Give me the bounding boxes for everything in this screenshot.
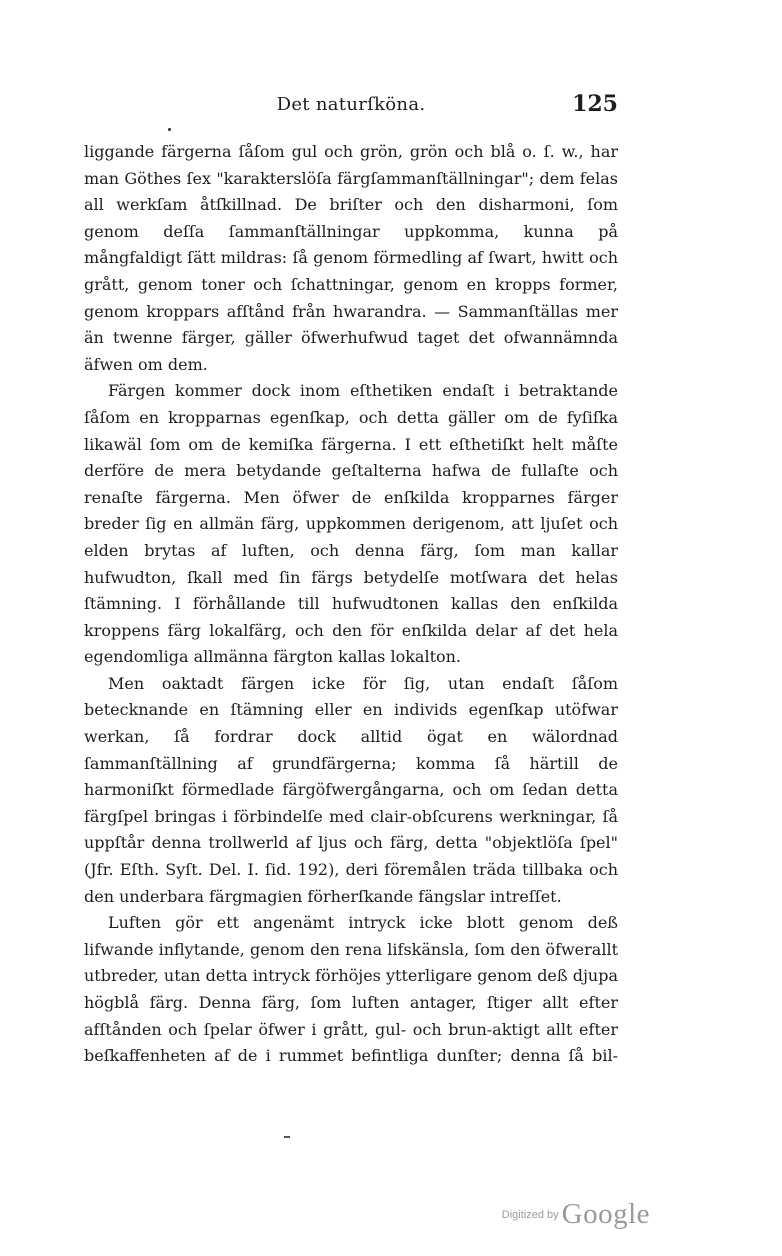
body-text — [84, 139, 618, 1070]
page-header — [84, 91, 618, 124]
google-logo: Google — [561, 1198, 650, 1230]
paragraph-3: Men oaktadt färgen icke för ſig, utan endaſt ſåſom betecknande en ſtämning eller en individs egenſkap utöfwar werkan, ſå fordrar dock alltid ögat en wälordnad ſammanſtällning af grundfärgerna; komma ſå härtill de harmoniſkt förmedlade färgöfwergångarna, och om ſedan detta färgſpel bringas i förbindelſe med clair-obſcurens werkningar, ſå uppſtår denna trollwerld af ljus och färg, detta "objektlöſa ſpel" (Jfr. Eſth. Syſt. Del. I. ſid. 192), deri föremålen träda tillbaka och den underbara färgmagien förherſkande fängslar intreſſet. — [84, 673, 618, 906]
stray-mark — [284, 1136, 290, 1138]
digitized-watermark — [502, 1198, 650, 1231]
page-number: 125 — [572, 91, 618, 117]
paragraph-1: liggande färgerna ſåſom gul och grön, grön och blå o. ſ. w., har man Göthes ſex "karakterslöſa färgſammanſtällningar"; dem felas all werkſam åtſkillnad. De briſter och den disharmoni, ſom genom deſſa ſammanſtällningar uppkomma, kunna på mångfaldigt ſätt mildras: ſå genom förmedling af ſwart, hwitt och grått, genom toner och ſchattningar, genom en kropps former, genom kroppars afſtånd från hwarandra. — Sammanſtällas mer än twenne färger, gäller öfwerhufwud taget det ofwannämnda äfwen om dem. — [84, 142, 618, 374]
watermark-prefix: Digitized by — [501, 1208, 559, 1221]
paragraph-4: Luften gör ett angenämt intryck icke blott genom deß lifwande inflytande, genom den rena lifskänsla, ſom den öfwerallt utbreder, utan detta intryck förhöjes ytterligare genom deß djupa högblå färg. Denna färg, ſom luften antager, ſtiger allt efter afſtånden och ſpelar öfwer i grått, gul- och brun-aktigt allt efter beſkaffenheten af de i rummet befintliga dunſter; denna ſå bil- — [84, 913, 618, 1066]
running-head: Det naturſköna. — [276, 94, 426, 115]
margin-mark — [168, 128, 171, 131]
paragraph-2: Färgen kommer dock inom eſthetiken endaſt i betraktande ſåſom en kropparnas egenſkap, och detta gäller om de fyſiſka likawäl ſom om de kemiſka färgerna. I ett eſthetiſkt helt måſte derföre de mera betydande geſtalterna hafwa de fullaſte och renaſte färgerna. Men öfwer de enſkilda kropparnes färger breder ſig en allmän färg, uppkommen derigenom, att ljuſet och elden brytas af luften, och denna färg, ſom man kallar hufwudton, ſkall med ſin färgs betydelſe motſwara det helas ſtämning. I förhållande till hufwudtonen kallas den enſkilda kroppens färg lokalfärg, och den för enſkilda delar af det hela egendomliga allmänna färgton kallas lokalton. — [84, 381, 618, 667]
